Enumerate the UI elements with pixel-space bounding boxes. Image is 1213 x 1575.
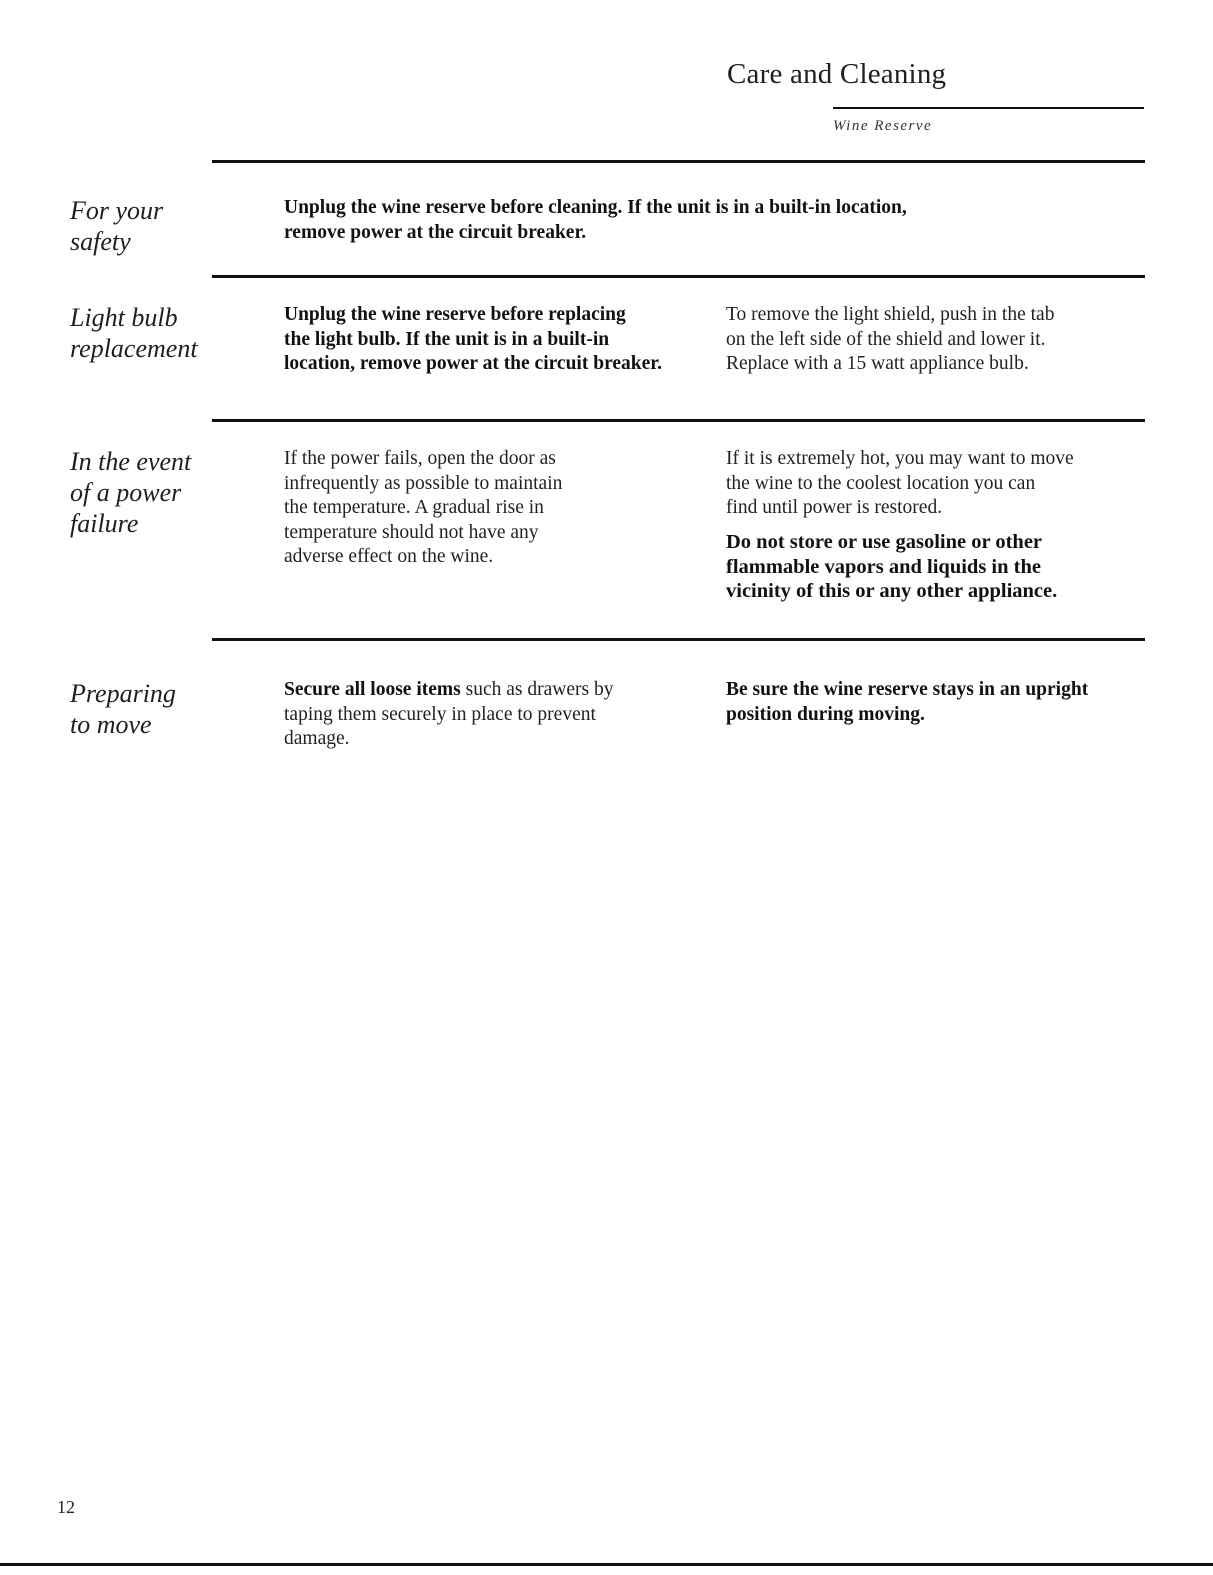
text-line: Unplug the wine reserve before cleaning. If the unit is in a built-in location, (284, 197, 907, 218)
move-right-warning (726, 678, 1088, 727)
text-line (284, 678, 613, 703)
section-heading-safety (70, 195, 163, 257)
text-line: If it is extremely hot, you may want to move (726, 448, 1074, 469)
text-line: damage. (284, 728, 350, 749)
heading-line: Light bulb (70, 303, 178, 332)
text-line: Do not store or use gasoline or other (726, 531, 1043, 553)
power-right-text (726, 447, 1074, 521)
move-left-text (284, 678, 613, 752)
text-line: on the left side of the shield and lower it. (726, 328, 1046, 350)
text-line: remove power at the circuit breaker. (284, 221, 587, 243)
heading-line: failure (70, 509, 139, 538)
move-lead-rest: such as drawers by (460, 679, 614, 700)
text-line: flammable vapors and liquids in the (726, 555, 1041, 578)
bulb-instructions (726, 303, 1054, 377)
text-line: adverse effect on the wine. (284, 546, 494, 567)
text-line: vicinity of this or any other appliance. (726, 580, 1058, 602)
section-divider (212, 160, 1145, 163)
heading-line: to move (70, 710, 152, 739)
move-bold-lead: Secure all loose items (284, 679, 461, 700)
heading-line: In the event (70, 447, 192, 476)
text-line: Be sure the wine reserve stays in an upright (726, 679, 1089, 700)
header-rule (833, 107, 1144, 109)
flammable-warning (726, 530, 1057, 604)
text-line: Unplug the wine reserve before replacing (284, 304, 626, 325)
section-divider (212, 275, 1145, 278)
text-line: position during moving. (726, 703, 925, 725)
page-title: Care and Cleaning (727, 58, 947, 90)
text-line: taping them securely in place to prevent (284, 703, 596, 725)
text-line: the light bulb. If the unit is in a built-in (284, 328, 610, 350)
text-line: If the power fails, open the door as (284, 448, 556, 469)
heading-line: safety (70, 227, 131, 256)
bulb-warning (284, 303, 662, 377)
section-heading-power (70, 446, 191, 539)
power-left-text (284, 447, 562, 570)
heading-line: For your (70, 196, 164, 225)
safety-warning (284, 196, 907, 245)
text-line: Replace with a 15 watt appliance bulb. (726, 353, 1029, 374)
text-line: the temperature. A gradual rise in (284, 497, 544, 518)
section-divider (212, 638, 1145, 641)
text-line: find until power is restored. (726, 497, 943, 518)
footer-rule (0, 1563, 1213, 1566)
section-divider (212, 419, 1145, 422)
heading-line: Preparing (70, 679, 176, 708)
page-subtitle: Wine Reserve (833, 118, 933, 134)
text-line: the wine to the coolest location you can (726, 472, 1036, 494)
section-heading-move (70, 678, 176, 740)
text-line: To remove the light shield, push in the tab (726, 304, 1055, 325)
text-line: temperature should not have any (284, 521, 539, 543)
section-heading-bulb (70, 302, 198, 364)
heading-line: replacement (70, 334, 198, 363)
text-line: infrequently as possible to maintain (284, 472, 563, 494)
text-line: location, remove power at the circuit breaker. (284, 353, 663, 374)
heading-line: of a power (70, 478, 182, 507)
page-number: 12 (57, 1497, 75, 1517)
